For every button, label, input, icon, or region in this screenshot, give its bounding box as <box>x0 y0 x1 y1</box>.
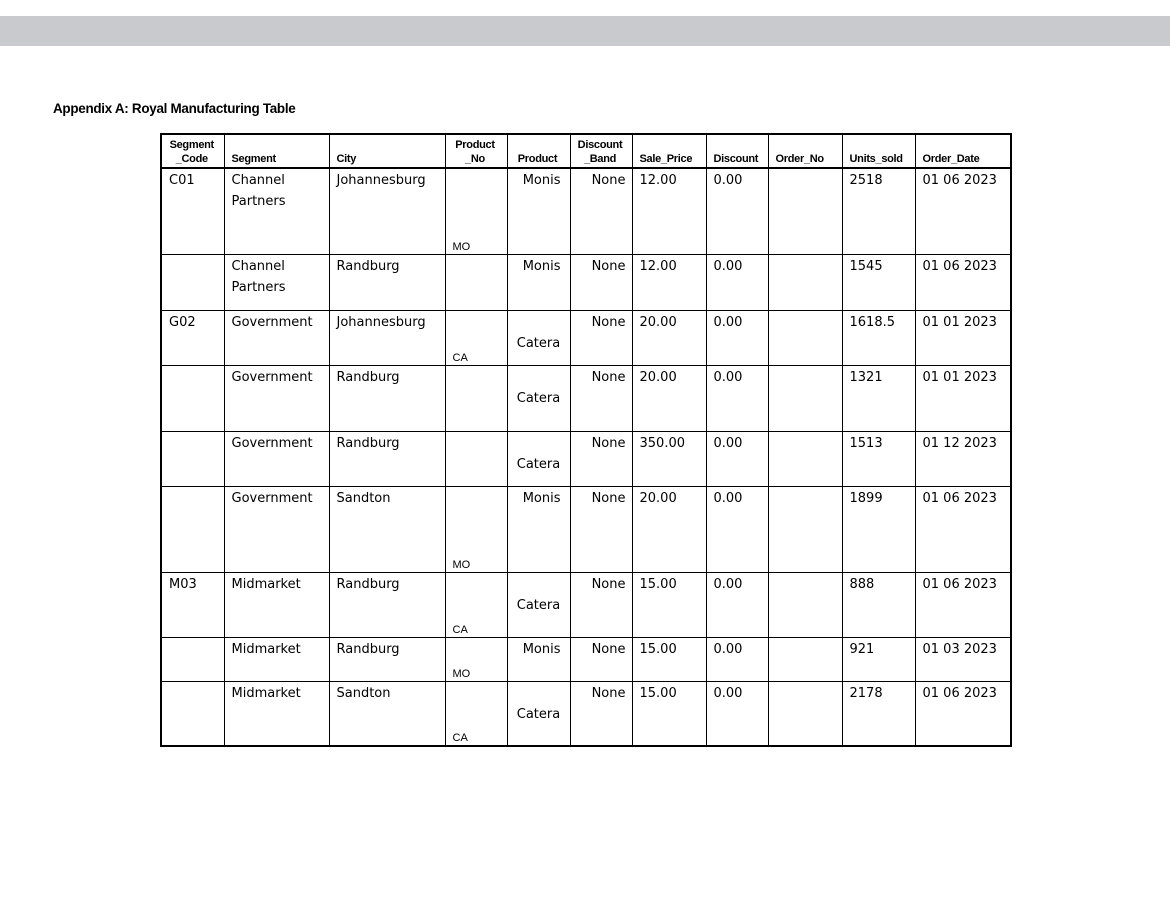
cell-segment: Midmarket <box>224 637 329 681</box>
cell-discount: 0.00 <box>706 431 768 486</box>
cell-sale-price: 15.00 <box>632 681 706 746</box>
cell-order-date: 01 12 2023 <box>915 431 1011 486</box>
col-header-order-date: Order_Date <box>915 134 1011 168</box>
cell-city: Randburg <box>329 254 445 310</box>
col-header-sale-price: Sale_Price <box>632 134 706 168</box>
cell-units-sold: 2518 <box>842 168 915 254</box>
cell-units-sold: 2178 <box>842 681 915 746</box>
cell-product: Catera <box>507 365 570 431</box>
cell-order-date: 01 01 2023 <box>915 365 1011 431</box>
col-header-segment-code: Segment _Code <box>161 134 224 168</box>
page-title: Appendix A: Royal Manufacturing Table <box>53 100 296 116</box>
cell-product: Catera <box>507 572 570 637</box>
cell-product: Catera <box>507 431 570 486</box>
cell-discount-band: None <box>570 681 632 746</box>
table-row <box>161 431 1011 486</box>
cell-product: Monis <box>507 168 570 254</box>
cell-order-no <box>768 681 842 746</box>
cell-order-no <box>768 365 842 431</box>
cell-segment: Channel Partners <box>224 168 329 254</box>
cell-city: Johannesburg <box>329 168 445 254</box>
cell-product: Catera <box>507 310 570 365</box>
cell-city: Randburg <box>329 637 445 681</box>
cell-units-sold: 1321 <box>842 365 915 431</box>
cell-product-no: MO <box>445 168 507 254</box>
table-row <box>161 572 1011 637</box>
table-row <box>161 486 1011 572</box>
cell-product-no: MO <box>445 486 507 572</box>
cell-units-sold: 1545 <box>842 254 915 310</box>
cell-product: Monis <box>507 637 570 681</box>
cell-segment-code: C01 <box>161 168 224 254</box>
cell-city: Sandton <box>329 486 445 572</box>
cell-order-no <box>768 572 842 637</box>
cell-product-no: MO <box>445 637 507 681</box>
cell-sale-price: 20.00 <box>632 310 706 365</box>
cell-discount-band: None <box>570 168 632 254</box>
table-row <box>161 310 1011 365</box>
cell-discount-band: None <box>570 254 632 310</box>
cell-order-no <box>768 431 842 486</box>
cell-order-date: 01 06 2023 <box>915 168 1011 254</box>
col-header-units-sold: Units_sold <box>842 134 915 168</box>
cell-discount-band: None <box>570 637 632 681</box>
cell-discount-band: None <box>570 486 632 572</box>
cell-discount-band: None <box>570 431 632 486</box>
cell-city: Randburg <box>329 365 445 431</box>
cell-sale-price: 20.00 <box>632 365 706 431</box>
cell-sale-price: 20.00 <box>632 486 706 572</box>
table-row <box>161 254 1011 310</box>
cell-product-no <box>445 254 507 310</box>
cell-segment-code <box>161 681 224 746</box>
cell-city: Sandton <box>329 681 445 746</box>
col-header-city: City <box>329 134 445 168</box>
cell-order-no <box>768 486 842 572</box>
cell-product-no: CA <box>445 310 507 365</box>
cell-discount: 0.00 <box>706 254 768 310</box>
table-row <box>161 681 1011 746</box>
cell-segment: Midmarket <box>224 572 329 637</box>
top-bar <box>0 16 1170 46</box>
table-row <box>161 168 1011 254</box>
cell-sale-price: 350.00 <box>632 431 706 486</box>
cell-discount-band: None <box>570 365 632 431</box>
cell-product-no <box>445 365 507 431</box>
cell-segment: Channel Partners <box>224 254 329 310</box>
cell-city: Randburg <box>329 572 445 637</box>
cell-sale-price: 15.00 <box>632 572 706 637</box>
cell-order-date: 01 06 2023 <box>915 486 1011 572</box>
col-header-order-no: Order_No <box>768 134 842 168</box>
cell-discount: 0.00 <box>706 310 768 365</box>
table-body <box>161 168 1011 746</box>
cell-sale-price: 15.00 <box>632 637 706 681</box>
cell-order-date: 01 01 2023 <box>915 310 1011 365</box>
cell-order-no <box>768 168 842 254</box>
cell-segment-code <box>161 637 224 681</box>
cell-discount-band: None <box>570 572 632 637</box>
cell-discount: 0.00 <box>706 681 768 746</box>
cell-units-sold: 888 <box>842 572 915 637</box>
cell-product: Catera <box>507 681 570 746</box>
col-header-discount-band: Discount _Band <box>570 134 632 168</box>
cell-segment: Midmarket <box>224 681 329 746</box>
cell-order-date: 01 06 2023 <box>915 572 1011 637</box>
cell-discount: 0.00 <box>706 637 768 681</box>
col-header-product-no: Product _No <box>445 134 507 168</box>
cell-order-no <box>768 310 842 365</box>
cell-order-date: 01 06 2023 <box>915 254 1011 310</box>
cell-units-sold: 1618.5 <box>842 310 915 365</box>
cell-segment-code: G02 <box>161 310 224 365</box>
cell-segment: Government <box>224 431 329 486</box>
table-row <box>161 637 1011 681</box>
cell-discount: 0.00 <box>706 168 768 254</box>
cell-order-no <box>768 637 842 681</box>
cell-sale-price: 12.00 <box>632 254 706 310</box>
col-header-discount: Discount <box>706 134 768 168</box>
cell-segment: Government <box>224 310 329 365</box>
cell-discount-band: None <box>570 310 632 365</box>
cell-segment-code <box>161 486 224 572</box>
cell-discount: 0.00 <box>706 365 768 431</box>
cell-product-no: CA <box>445 572 507 637</box>
cell-product: Monis <box>507 254 570 310</box>
cell-segment: Government <box>224 365 329 431</box>
cell-units-sold: 1899 <box>842 486 915 572</box>
cell-product-no <box>445 431 507 486</box>
table-row <box>161 365 1011 431</box>
header-row <box>161 134 1011 168</box>
cell-discount: 0.00 <box>706 486 768 572</box>
cell-order-date: 01 06 2023 <box>915 681 1011 746</box>
data-table <box>160 133 1012 747</box>
col-header-segment: Segment <box>224 134 329 168</box>
cell-segment-code: M03 <box>161 572 224 637</box>
cell-order-date: 01 03 2023 <box>915 637 1011 681</box>
col-header-product: Product <box>507 134 570 168</box>
cell-discount: 0.00 <box>706 572 768 637</box>
cell-units-sold: 1513 <box>842 431 915 486</box>
cell-segment-code <box>161 365 224 431</box>
cell-product-no: CA <box>445 681 507 746</box>
cell-sale-price: 12.00 <box>632 168 706 254</box>
cell-order-no <box>768 254 842 310</box>
cell-product: Monis <box>507 486 570 572</box>
cell-segment: Government <box>224 486 329 572</box>
cell-city: Johannesburg <box>329 310 445 365</box>
cell-segment-code <box>161 254 224 310</box>
cell-city: Randburg <box>329 431 445 486</box>
cell-segment-code <box>161 431 224 486</box>
cell-units-sold: 921 <box>842 637 915 681</box>
